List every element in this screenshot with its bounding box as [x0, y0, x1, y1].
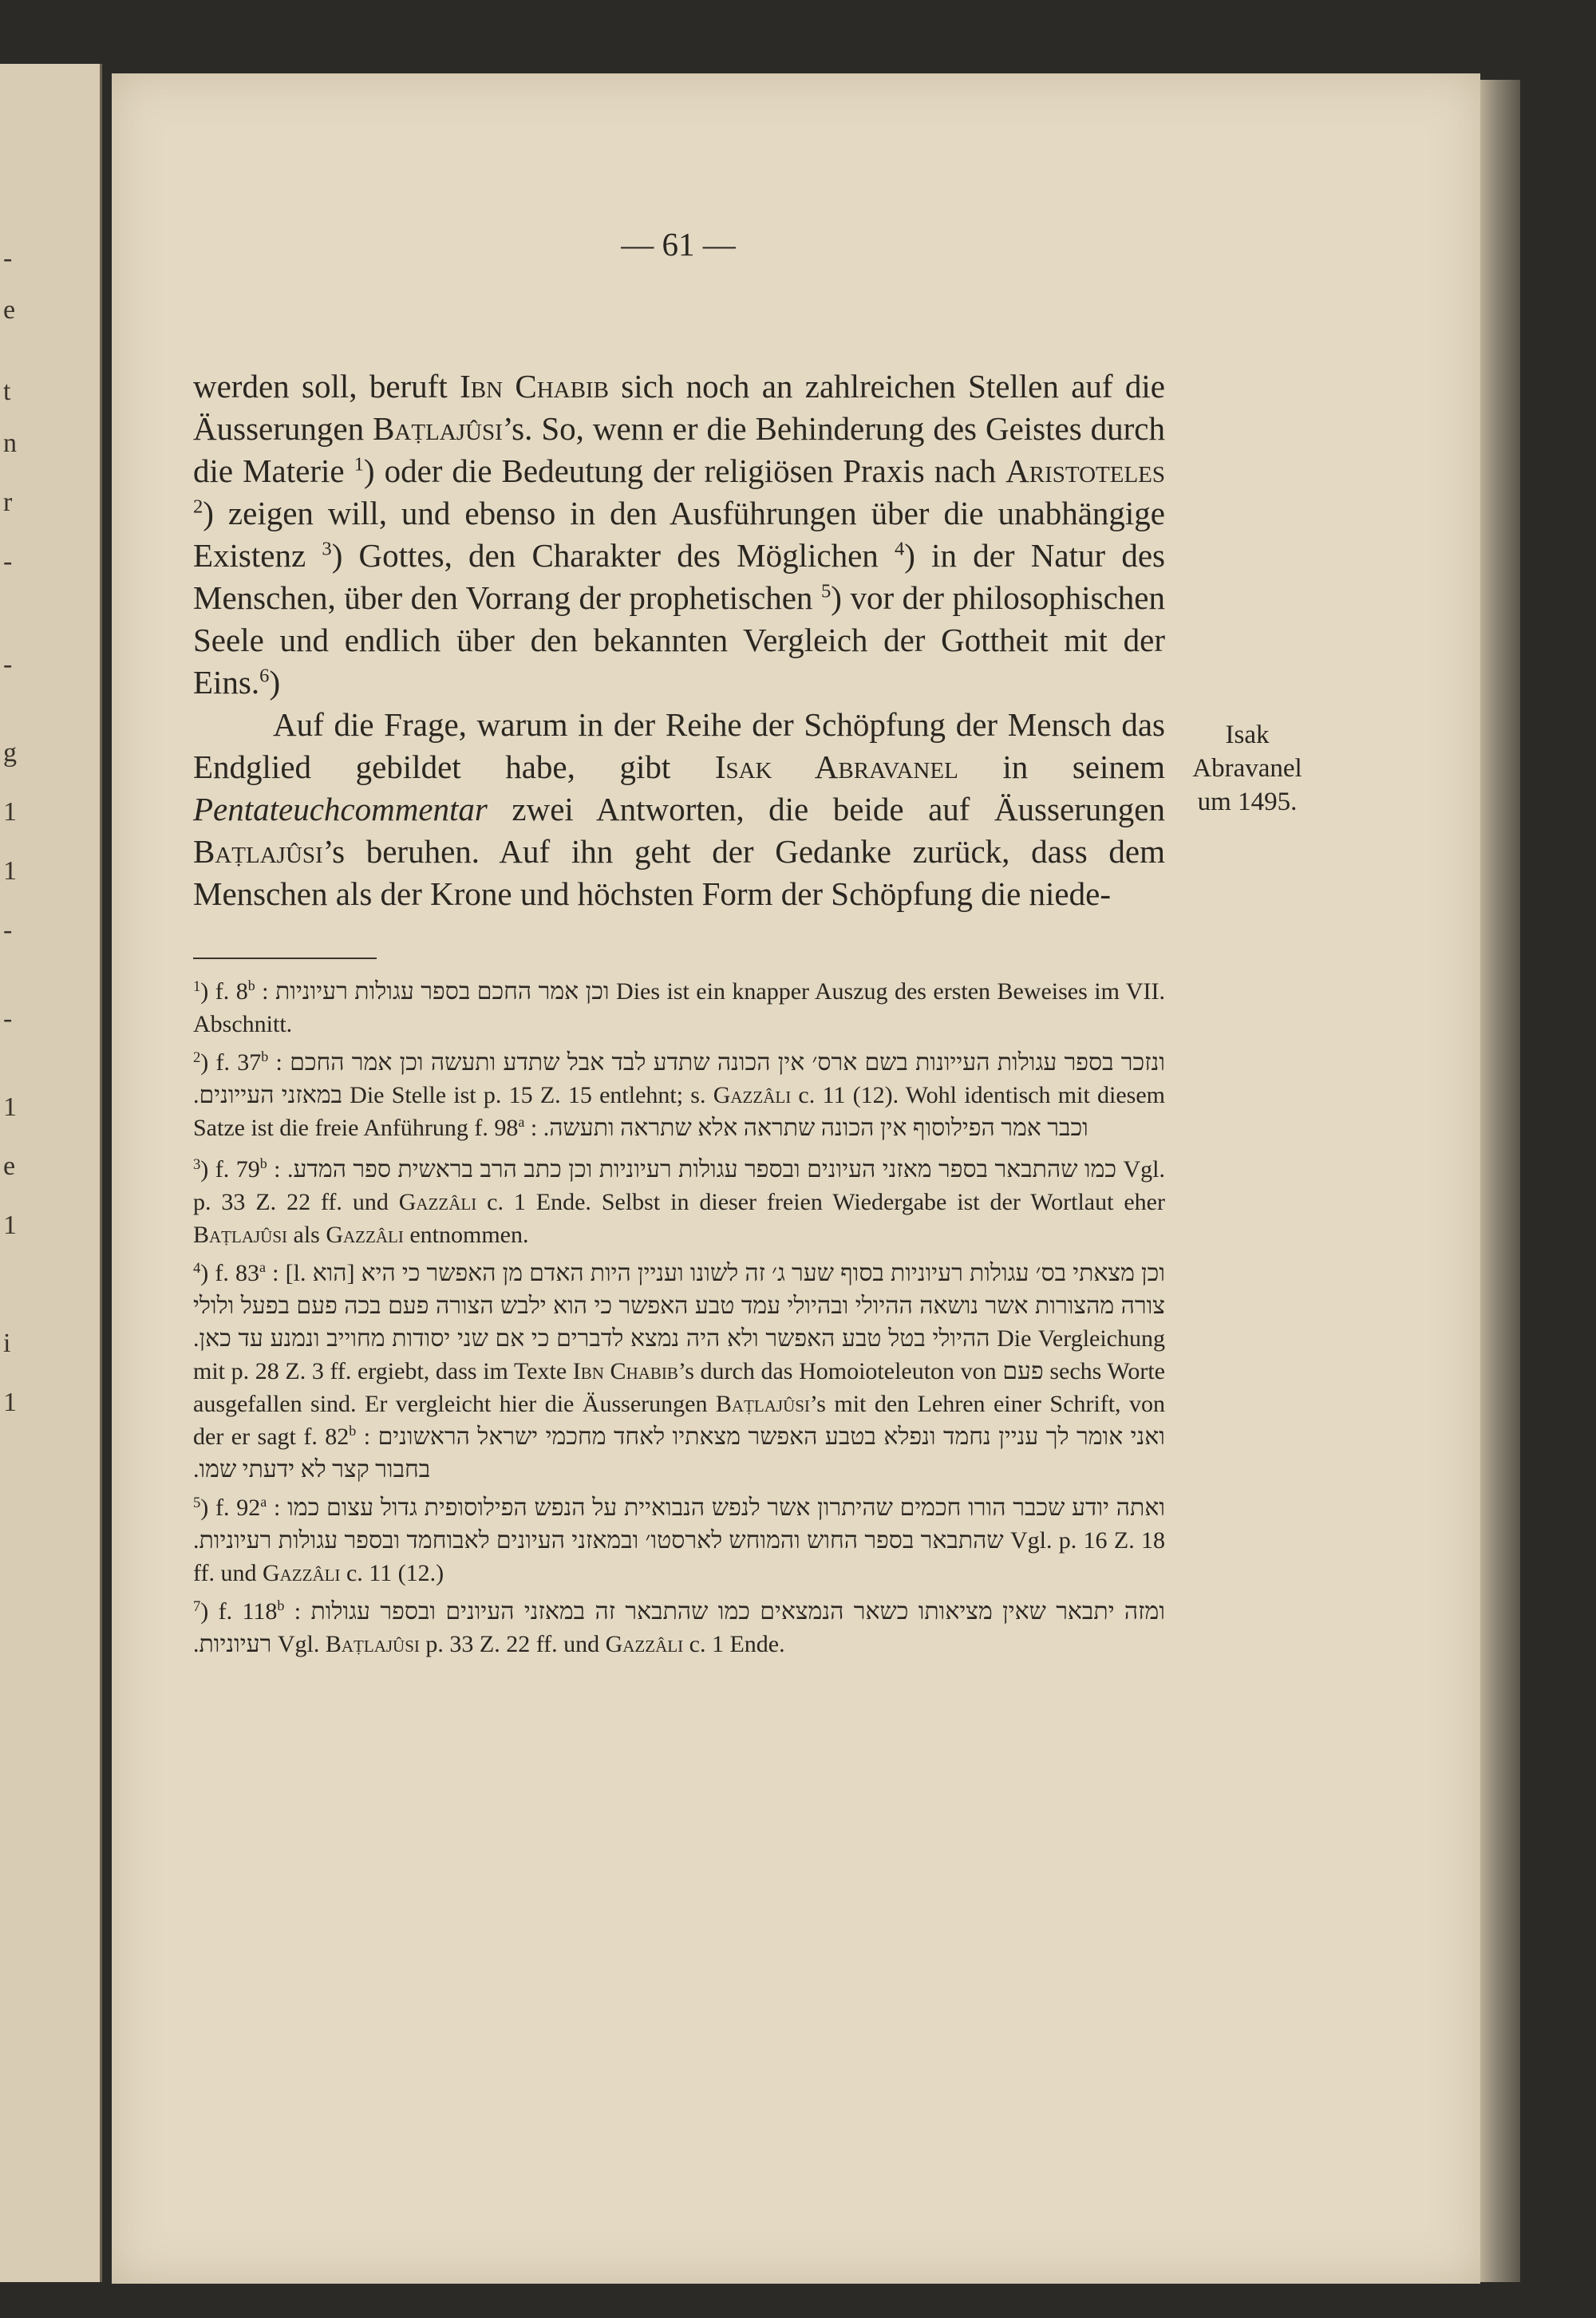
footnote-mark: 7 [193, 1597, 201, 1615]
body-text [193, 365, 1165, 915]
hebrew-quote: פעם [1002, 1358, 1044, 1384]
paragraph-2 [193, 704, 1165, 915]
text-run: : [267, 1495, 288, 1521]
text-run: Vgl. p. 16 Z. 18 ff. und [193, 1527, 1165, 1586]
text-run: ) oder die Bedeutung der religiösen Praxis nach [363, 452, 1006, 489]
footnote [193, 1595, 1165, 1661]
text-run: Gazzâli [605, 1631, 684, 1657]
text-run: ) f. 118 [200, 1598, 278, 1625]
text-run: sich noch an zahlreichen Stellen auf die Äusserungen [193, 368, 1165, 447]
superscript: a [518, 1114, 525, 1131]
superscript: 1 [354, 453, 364, 476]
text-run: in seinem [958, 748, 1165, 785]
superscript: 2 [193, 496, 203, 518]
hebrew-quote: כמו שהתבאר בספר מאזני העיונים ובספר עגולות רעיוניות וכן כתב הרב בראשית ספר המדע. [287, 1156, 1117, 1183]
left-page-fragment: 1 [3, 856, 17, 886]
footnote [193, 1491, 1165, 1589]
text-run: entnommen. [403, 1222, 529, 1248]
footnotes [193, 975, 1165, 1666]
text-run: c. 1 Ende. Selbst in dieser freien Wiedergabe ist der Wortlaut eher [476, 1189, 1165, 1215]
footnote-mark: 1 [193, 977, 201, 995]
footnote-text [193, 1495, 1165, 1586]
hebrew-quote: ואני אומר לך עניין נחמד ונפלא בטבע האפשר מצאתיו לאחד מחכמי ישראל הראשונים בחבור קצר לא ידעתי שמו. [193, 1424, 1165, 1483]
superscript: b [261, 1048, 269, 1065]
hebrew-quote: ומזה יתבאר שאין מציאותו כשאר הנמצאים כמו שהתבאר זה במאזני העיונים ובספר עגולות רעיוניות. [193, 1598, 1165, 1657]
superscript: 5 [820, 580, 832, 602]
text-run: ) f. 79 [200, 1156, 260, 1183]
text-run: Die Stelle ist p. 15 Z. 15 entlehnt; s. [342, 1082, 713, 1108]
margin-note [1179, 718, 1315, 819]
text-run: Dies ist ein knapper Auszug des ersten Beweises im VII. Abschnitt. [193, 978, 1165, 1037]
text-run: : [268, 1049, 290, 1076]
left-page-fragment: 1 [3, 797, 17, 827]
footnote [193, 1153, 1165, 1251]
text-run: Isak Abravanel [714, 748, 958, 785]
text-run: zwei Antworten, die beide auf Äusserungen [487, 791, 1165, 827]
footnote [193, 1257, 1165, 1486]
footnote [193, 975, 1165, 1041]
text-run: ) f. 92 [200, 1495, 261, 1521]
text-run: Baṭlajûsi [373, 410, 503, 447]
text-run: ) f. 37 [200, 1049, 262, 1076]
text-run: : [266, 1260, 286, 1286]
hebrew-quote: ונזכר בספר עגולות העייונות בשם ארס׳ אין הכונה שתדע לבד אבל שתדע ותעשה וכן אמר החכם במאזני העייונים. [193, 1049, 1166, 1108]
hebrew-quote: וכן אמר החכם בספר עגולות רעיוניות [275, 978, 610, 1005]
superscript: b [277, 1597, 285, 1614]
text-run: Gazzâli [262, 1560, 341, 1586]
footnote-text [193, 1156, 1165, 1248]
text-run: Gazzâli [713, 1082, 792, 1108]
text-run: ’s mit den Lehren einer Schrift, von der er sagt f. 82 [193, 1391, 1166, 1450]
hebrew-quote: וכבר אמר הפילוסוף אין הכונה שתראה אלא שתראה ותעשה. [543, 1115, 1088, 1141]
footnote-mark: 2 [193, 1048, 201, 1066]
page-edge-shadow [1480, 80, 1520, 2282]
text-run: ) vor der philosophischen Seele und endlich über den bekannten Vergleich der Gottheit mit der Eins. [193, 579, 1165, 701]
text-run: c. 11 (12.) [340, 1560, 444, 1586]
text-run: Baṭlajûsi [325, 1631, 420, 1657]
margin-note-line: Abravanel [1192, 754, 1302, 783]
text-run: : [356, 1424, 378, 1450]
left-page-edge [0, 64, 102, 2282]
footnote-text [193, 1049, 1165, 1141]
text-run: Pentateuchcommentar [193, 791, 488, 827]
left-page-fragment: - [3, 650, 13, 679]
left-page-fragment: - [3, 243, 13, 274]
text-run: c. 1 Ende. [683, 1631, 785, 1657]
footnote-mark: 5 [193, 1494, 201, 1511]
footnote-mark: 3 [193, 1155, 201, 1173]
left-page-fragment: 1 [3, 1092, 17, 1122]
text-run: ’s durch das Homoioteleuton von [678, 1358, 1003, 1384]
text-run: Vgl. p. 33 Z. 22 ff. und [193, 1156, 1165, 1215]
footnote-text [193, 1598, 1165, 1657]
text-run: ) f. 83 [200, 1260, 260, 1286]
text-run: ’s. So, wenn er die Behinderung des Geistes durch die Materie [193, 410, 1165, 489]
left-page-fragment: t [3, 376, 11, 406]
text-run: : [284, 1598, 311, 1625]
text-run: ) zeigen will, und ebenso in den Ausführungen über die unabhängige Existenz [193, 495, 1165, 574]
text-run: : [524, 1115, 543, 1141]
superscript: b [349, 1423, 357, 1439]
text-run: ) Gottes, den Charakter des Möglichen [331, 537, 895, 574]
hebrew-quote: ואתה יודע שכבר הורו חכמים שהיתרון אשר לנפש הנבואיית על הנפש הפילוסופית גדול עצום כמו שהתבאר בספר החוש והמוחש לארסטו׳ ובמאזני העיונים לאבוחמד ובספר עגולות רעיוניות. [193, 1495, 1165, 1554]
paragraph-1 [193, 365, 1165, 704]
text-run: : [267, 1156, 287, 1183]
superscript: b [259, 1155, 267, 1172]
text-run: Baṭlajûsi [193, 1222, 288, 1248]
superscript: 6 [259, 665, 270, 687]
text-run: ) f. 8 [200, 978, 248, 1005]
superscript: a [260, 1494, 267, 1510]
footnote-mark: 4 [193, 1259, 201, 1277]
left-page-fragment: r [3, 487, 13, 517]
margin-note-line: Isak [1225, 721, 1270, 749]
superscript: b [247, 977, 255, 994]
left-page-fragment: - [3, 915, 13, 945]
text-run: ) in der Natur des Menschen, über den Vorrang der prophetischen [193, 537, 1165, 616]
left-page-fragment: - [3, 546, 13, 576]
left-page-fragment: n [3, 428, 17, 458]
text-run: c. 11 (12). Wohl identisch mit diesem Satze ist die freie Anführung f. 98 [193, 1082, 1165, 1141]
left-page-fragment: g [3, 738, 17, 768]
left-page-fragment: 1 [3, 1210, 17, 1240]
text-run: Gazzâli [398, 1189, 477, 1215]
text-run: Aristoteles [1005, 452, 1166, 489]
text-run: sechs Worte ausgefallen sind. Er vergleicht hier die Äusserungen [193, 1358, 1165, 1417]
text-run: Auf die Frage, warum in der Reihe der Schöpfung der Mensch das Endglied gebildet habe, gibt [193, 706, 1165, 785]
margin-note-line: um 1495. [1197, 788, 1298, 816]
text-run: werden soll, beruft [193, 368, 460, 405]
text-run: p. 33 Z. 22 ff. und [419, 1631, 606, 1657]
left-page-fragment: 1 [3, 1388, 17, 1417]
page-number: — 61 — [621, 226, 736, 263]
left-page-fragment: e [3, 295, 16, 325]
text-run: ’s beruhen. Auf ihn geht der Gedanke zurück, dass dem Menschen als der Krone und höchsten Form der Schöpfung die niede- [193, 833, 1165, 912]
superscript: a [259, 1259, 267, 1276]
text-run: Gazzâli [326, 1222, 404, 1248]
text-run: ) [269, 664, 281, 701]
left-page-fragment: i [3, 1329, 11, 1358]
text-run: : [255, 978, 275, 1005]
text-run: Vgl. [271, 1631, 326, 1657]
footnote-text [193, 1260, 1165, 1483]
hebrew-quote: וכן מצאתי בס׳ עגולות רעיוניות בסוף שער ג׳ זה לשונו ועניין היות האדם מן האפשר כי היא [הוא .l] צורה מהצורות אשר נושאה ההיולי ובהיולי עמד טבע האפשר כי הוא ילבש הצורה פעם בכה פעם בפעל ולולי ההיולי בטל טבע האפשר ולא היה נמצא לדברים כי אם שני יסודות מחוייב ונמנע עד כאן. [193, 1260, 1165, 1352]
text-run: Baṭlajûsi [715, 1391, 810, 1417]
footnote [193, 1046, 1165, 1144]
text-run: Baṭlajûsi [193, 833, 323, 870]
text-run: Die Vergleichung mit p. 28 Z. 3 ff. ergiebt, dass im Texte [193, 1325, 1165, 1384]
left-page-fragment: - [3, 1004, 13, 1033]
footnote-rule [193, 958, 377, 959]
superscript: 4 [894, 538, 905, 560]
left-page-fragment: e [3, 1151, 16, 1181]
text-run: Ibn Chabib [460, 368, 609, 405]
text-run: als [287, 1222, 326, 1248]
footnote-text [193, 978, 1165, 1037]
superscript: 3 [322, 538, 332, 560]
text-run: Ibn Chabib [572, 1358, 678, 1384]
